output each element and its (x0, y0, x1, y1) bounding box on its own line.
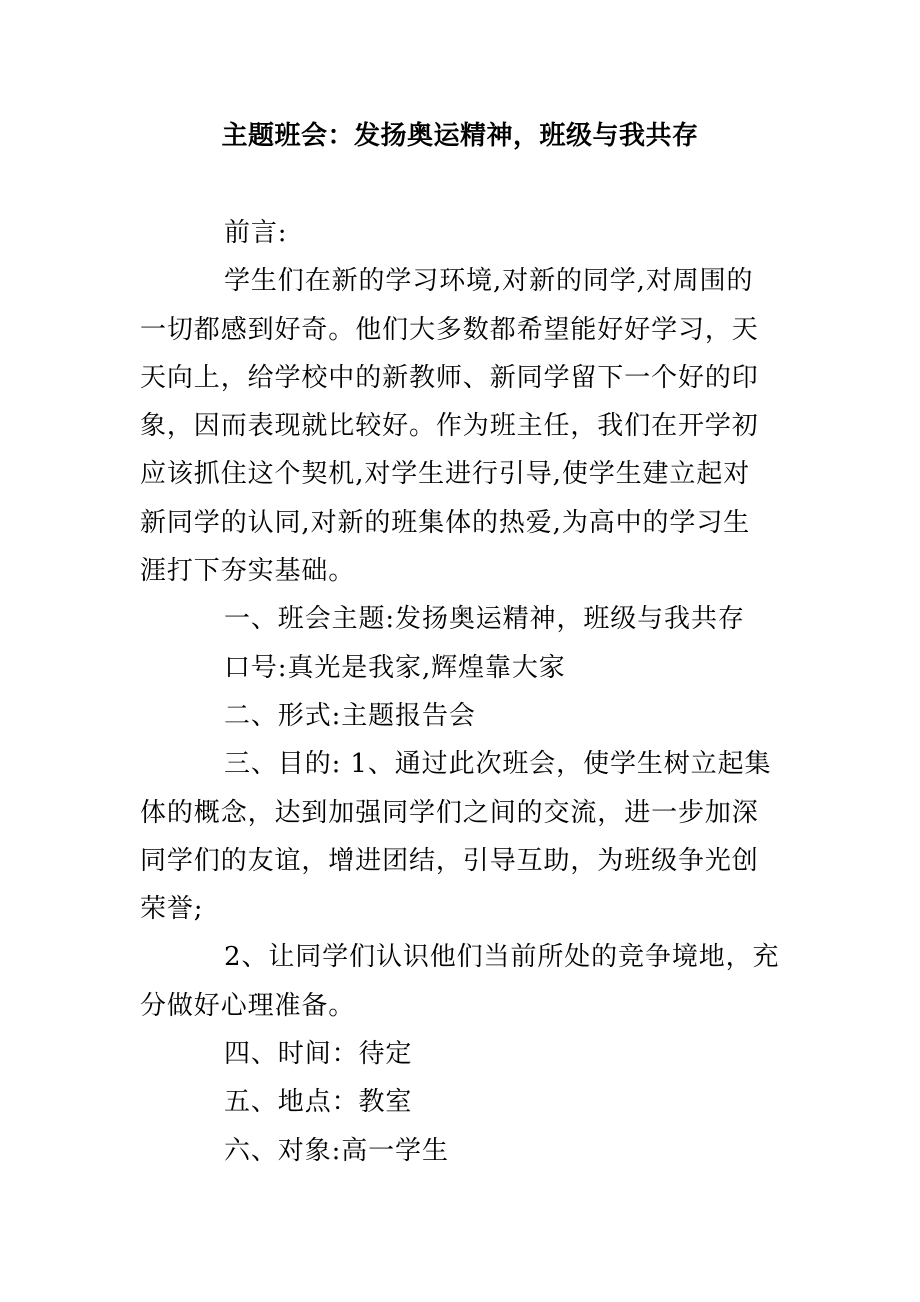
preface-label: 前言: (224, 218, 288, 248)
purpose-2-line: 分做好心理准备。 (140, 990, 356, 1021)
preface-line: 应该抓住这个契机,对学生进行引导,使学生建立起对 (140, 459, 751, 490)
section-purpose-line: 荣誉; (140, 894, 204, 925)
preface-line: 涯打下夯实基础。 (140, 556, 356, 587)
section-location: 五、地点：教室 (224, 1087, 413, 1118)
section-time: 四、时间：待定 (224, 1039, 413, 1070)
preface-line: 天向上，给学校中的新教师、新同学留下一个好的印 (140, 362, 759, 393)
section-purpose-line: 体的概念，达到加强同学们之间的交流，进一步加深 (140, 797, 759, 828)
document-body (140, 209, 782, 1175)
section-slogan: 口号:真光是我家,辉煌靠大家 (224, 652, 566, 683)
purpose-2-line: 2、让同学们认识他们当前所处的竞争境地，充 (224, 942, 780, 973)
preface-line: 学生们在新的学习环境,对新的同学,对周围的 (224, 266, 754, 297)
preface-line: 新同学的认同,对新的班集体的热爱,为高中的学习生 (140, 507, 751, 538)
section-audience: 六、对象:高一学生 (224, 1135, 449, 1166)
section-purpose-line: 三、目的: 1、通过此次班会，使学生树立起集 (224, 749, 772, 780)
section-format: 二、形式:主题报告会 (224, 700, 476, 731)
section-theme: 一、班会主题:发扬奥运精神，班级与我共存 (224, 604, 745, 635)
preface-line: 象，因而表现就比较好。作为班主任，我们在开学初 (140, 411, 759, 442)
section-purpose-line: 同学们的友谊，增进团结，引导互助，为班级争光创 (140, 845, 759, 876)
document-title: 主题班会：发扬奥运精神，班级与我共存 (221, 121, 699, 151)
preface-line: 一切都感到好奇。他们大多数都希望能好好学习，天 (140, 314, 759, 345)
